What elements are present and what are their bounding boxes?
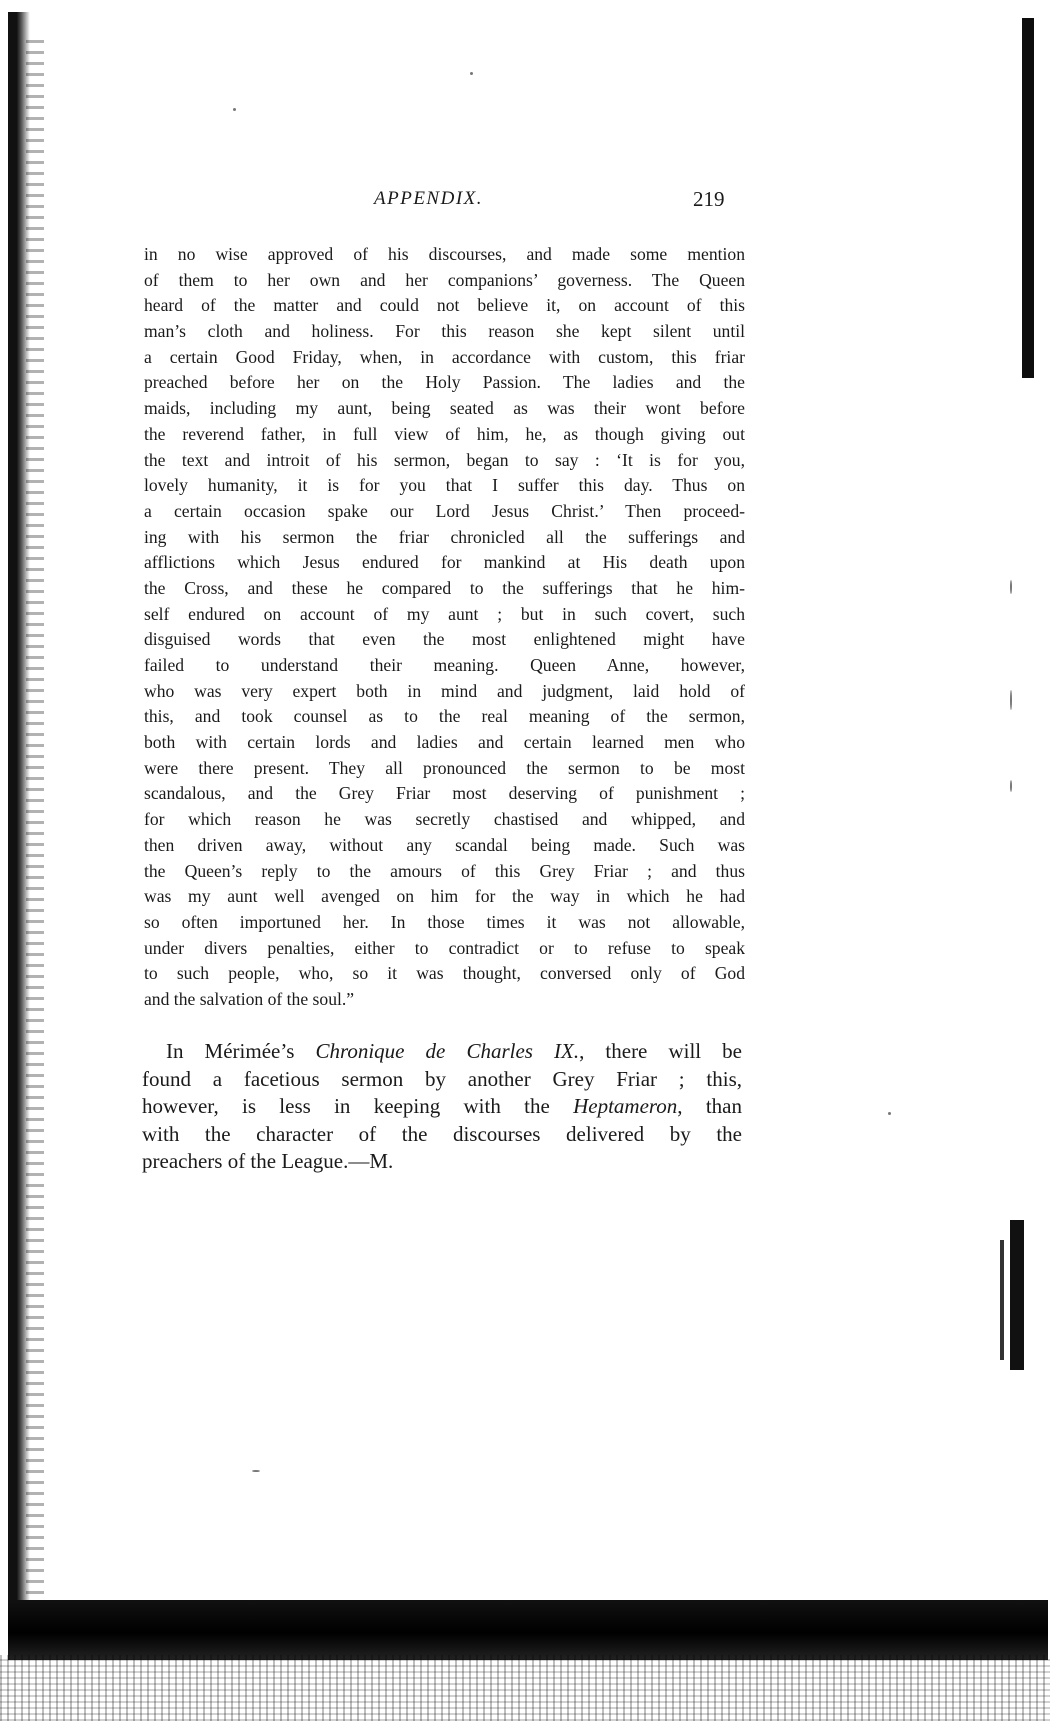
passage-line: of them to her own and her companions’ governess. The Queen xyxy=(144,269,745,290)
scan-edge-right-lower xyxy=(1010,1220,1024,1370)
scan-edge-right-upper xyxy=(1022,18,1034,378)
scan-speck xyxy=(1010,580,1012,594)
passage-line: so often importuned her. In those times it was not allowable, xyxy=(144,911,745,932)
note-text: , there will be xyxy=(579,1039,742,1063)
passage-line: the text and introit of his sermon, began to say : ‘It is for you, xyxy=(144,449,745,470)
passage-line: maids, including my aunt, being seated as was their wont before xyxy=(144,398,745,419)
note-text: however, is less in keeping with the xyxy=(142,1094,574,1118)
scan-speck xyxy=(233,108,236,111)
passage-line: for which reason he was secretly chastised and whipped, and xyxy=(144,809,745,830)
running-head-title: APPENDIX. xyxy=(374,188,484,209)
scan-speck xyxy=(1010,780,1012,792)
passage-line: heard of the matter and could not believe it, on account of this xyxy=(144,295,745,316)
passage-line: lovely humanity, it is for you that I suffer this day. Thus on xyxy=(144,475,745,496)
note-line: with the character of the discourses delivered by the xyxy=(142,1121,742,1146)
note-line xyxy=(142,1093,742,1121)
passage-line: self endured on account of my aunt ; but in such covert, such xyxy=(144,603,745,624)
passage-line: man’s cloth and holiness. For this reason she kept silent until xyxy=(144,321,745,342)
passage-line: the Queen’s reply to the amours of this Grey Friar ; and thus xyxy=(144,860,745,881)
passage-line: the Cross, and these he compared to the sufferings that he him- xyxy=(144,577,745,598)
note-line: preachers of the League.—M. xyxy=(142,1149,394,1173)
passage-line: then driven away, without any scandal being made. Such was xyxy=(144,834,745,855)
passage-line: the reverend father, in full view of him, he, as though giving out xyxy=(144,423,745,444)
passage-line: preached before her on the Holy Passion. The ladies and the xyxy=(144,372,745,393)
passage-line: was my aunt well avenged on him for the way in which he had xyxy=(144,886,745,907)
note-text: In Mérimée’s xyxy=(166,1039,316,1063)
note-book-title: Heptameron xyxy=(573,1094,678,1118)
scan-edge-bottom-noise xyxy=(0,1655,1050,1721)
passage-line: failed to understand their meaning. Queen Anne, however, xyxy=(144,655,745,675)
quoted-passage xyxy=(144,242,745,1013)
passage-line: afflictions which Jesus endured for mankind at His death upon xyxy=(144,552,745,573)
passage-line: were there present. They all pronounced the sermon to be most xyxy=(144,757,745,778)
passage-line: to such people, who, so it was thought, conversed only of God xyxy=(144,963,745,984)
passage-line: a certain Good Friday, when, in accordance with custom, this friar xyxy=(144,346,745,367)
scan-edge-bottom xyxy=(8,1600,1048,1660)
editor-note xyxy=(142,1038,742,1176)
scan-speck xyxy=(470,72,473,75)
note-text: , than xyxy=(677,1094,742,1118)
note-book-title: Chronique de Charles IX. xyxy=(315,1039,580,1063)
note-line xyxy=(142,1038,742,1066)
passage-line: this, and took counsel as to the real meaning of the sermon, xyxy=(144,706,745,727)
passage-line: ing with his sermon the friar chronicled all the sufferings and xyxy=(144,526,745,547)
page-number: 219 xyxy=(693,187,725,211)
scan-speck xyxy=(252,1470,260,1472)
passage-line: both with certain lords and ladies and certain learned men who xyxy=(144,732,745,753)
passage-line: scandalous, and the Grey Friar most deserving of punishment ; xyxy=(144,783,745,804)
passage-line: disguised words that even the most enlightened might have xyxy=(144,629,745,650)
scan-edge-left-fray xyxy=(26,40,44,1600)
passage-line: in no wise approved of his discourses, and made some mention xyxy=(144,244,745,264)
scan-speck xyxy=(888,1112,891,1115)
passage-line: and the salvation of the soul.” xyxy=(144,988,355,1009)
note-line: found a facetious sermon by another Grey Friar ; this, xyxy=(142,1066,742,1091)
scan-edge-right-lower-mark xyxy=(1000,1240,1004,1360)
passage-line: a certain occasion spake our Lord Jesus Christ.’ Then proceed- xyxy=(144,500,745,521)
passage-line: under divers penalties, either to contradict or to refuse to speak xyxy=(144,937,745,958)
passage-line: who was very expert both in mind and judgment, laid hold of xyxy=(144,680,745,701)
scan-speck xyxy=(1010,690,1012,710)
